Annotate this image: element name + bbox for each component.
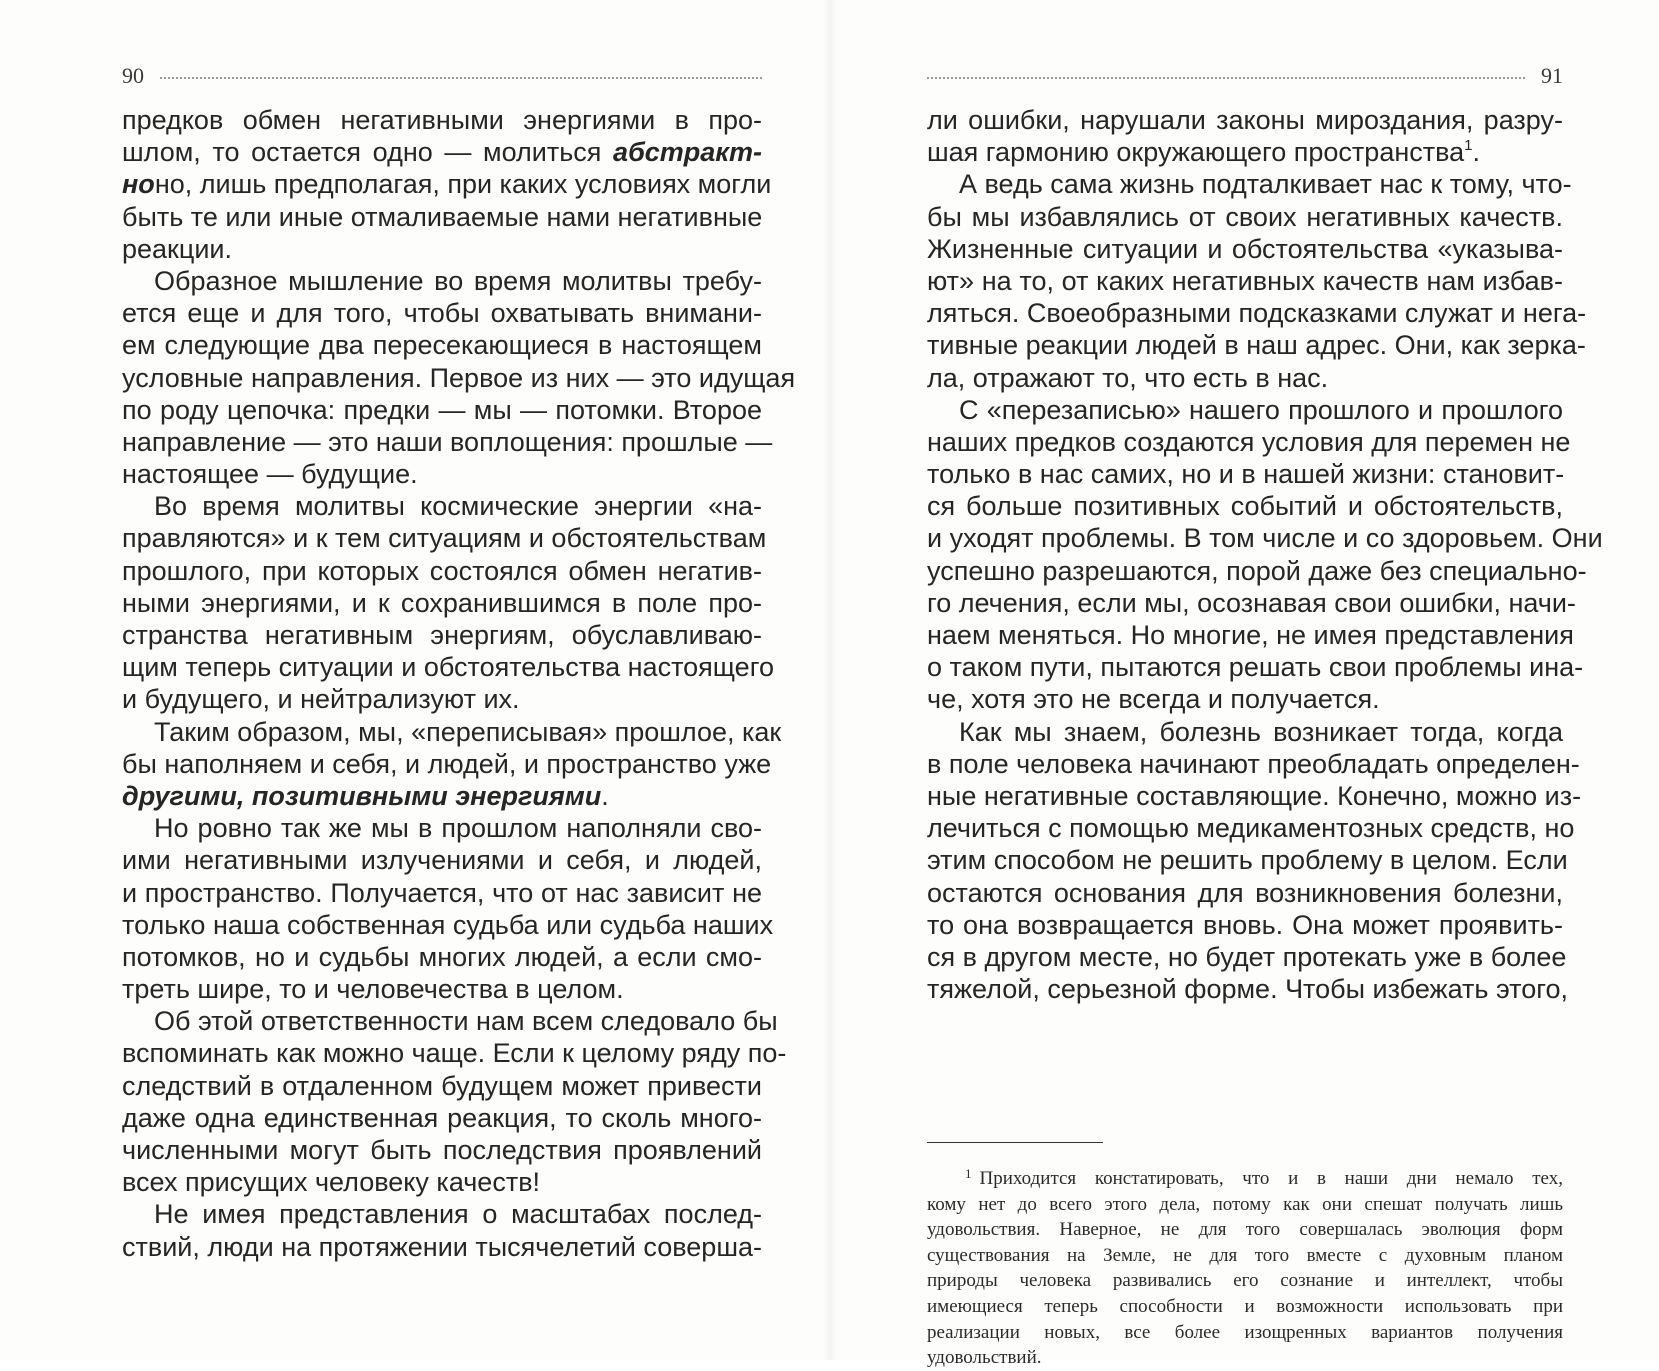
footnote-line: природы человека развивались его сознание и интеллект, чтобы [927,1270,1563,1292]
footnote-text: Приходится констатировать, что и в наши дни немало тех, [979,1168,1563,1189]
text-line: ными энергиями, и к сохранившимся в поле про- [122,587,762,618]
text-line: щим теперь ситуации и обстоятельства настоящего [122,652,774,683]
text-line: ствий, люди на протяжении тысячелетий соверша- [122,1231,762,1262]
footnote-line: реализации новых, все более изощренных вариантов получения [927,1321,1563,1343]
text-line: ся больше позитивных событий и обстоятельств, [927,491,1563,522]
footnote-line: имеющиеся теперь способности и возможности использовать при [927,1295,1563,1317]
text-line: Образное мышление во время молитвы требу- [154,265,762,296]
text-line: всех присущих человеку качеств! [122,1167,541,1198]
text-line: Не имея представления о масштабах послед- [154,1199,762,1230]
text-line: Таким образом, мы, «переписывая» прошлое, как [154,716,782,747]
text-line: наших предков создаются условия для перемен не [927,426,1571,457]
text-line: то она возвращается вновь. Она может проявить- [927,909,1563,940]
text-line: А ведь сама жизнь подталкивает нас к тому, что- [959,169,1572,200]
footnote-reference: 1 [1464,137,1473,155]
text-line: численными могут быть последствия проявлений [122,1135,762,1165]
footnote-rule [927,1142,1103,1143]
right-running-head [927,64,1563,88]
text-line: только наша собственная судьба или судьба наших [122,909,774,940]
text-line: следствий в отдаленном будущем может привести [122,1070,762,1101]
text-line: ся в другом месте, но будет протекать уже в более [927,941,1567,972]
text-line: этим способом не решить проблему в целом. Если [927,845,1568,876]
text-fragment: шая гармонию окружающего пространства [927,137,1465,168]
text-line [122,780,762,812]
text-line: Во время молитвы космические энергии «на- [154,491,762,522]
text-line: че, хотя это не всегда и получается. [927,684,1380,715]
text-line: ные негативные составляющие. Конечно, можно из- [927,780,1582,811]
text-line: го лечения, если мы, осознавая свои ошибки, начи- [927,587,1576,618]
dotted-rule-left [160,77,762,79]
text-line: по роду цепочка: предки — мы — потомки. Второе [122,394,762,425]
text-line: наем меняться. Но многие, не имея представления [927,620,1574,650]
text-line: ляться. Своеобразными подсказками служат и нега- [927,298,1587,329]
footnote-line: удовольствий. [927,1347,1042,1369]
footnote-line: существования на Земле, не для того вместе с духовным планом [927,1244,1563,1266]
emphasis-abstract: абстракт- [613,137,762,168]
right-body-text [927,104,1603,1369]
text-line: и пространство. Получается, что от нас зависит не [122,877,762,908]
text-line: направление — это наши воплощения: прошлые — [122,426,773,457]
left-page [0,0,829,1360]
text-line: шая гармонию окружающего пространства$^1$. [927,137,1481,168]
text-line: настоящее — будущие. [122,459,418,490]
footnote-line: кому нет до всего этого дела, потому как они спешат получать лишь [927,1193,1563,1215]
left-body-text [122,104,796,1263]
text-line: странства негативным энергиям, обуславливаю- [122,620,762,650]
footnote-line: удовольствия. Наверное, не для того совершалась эволюция форм [927,1219,1563,1241]
left-running-head [122,64,762,88]
text-line: остаются основания для возникновения болезни, [927,877,1563,908]
text-line: правляются» и к тем ситуациям и обстоятельствам [122,523,767,554]
text-line: о таком пути, пытаются решать свои проблемы ина- [927,652,1584,683]
text-line: Как мы знаем, болезнь возникает тогда, когда [959,716,1563,747]
text-line: вспоминать как можно чаще. Если к целому ряду по- [122,1038,787,1069]
text-line: предков обмен негативными энергиями в про- [122,105,762,135]
text-fragment: шлом, то остается одно — молиться [122,137,614,168]
text-line: ют» на то, от каких негативных качеств нам избав- [927,265,1563,296]
dotted-rule-right [927,77,1525,79]
page-number-left: 90 [122,63,144,88]
emphasis-positive-energies: другими, позитивными энергиями [122,780,602,811]
text-line: успешно разрешаются, порой даже без специально- [927,555,1587,586]
text-line: Жизненные ситуации и обстоятельства «указыва- [927,233,1563,264]
text-line: бы наполняем и себя, и людей, и пространство уже [122,748,772,779]
footnote-line [927,1166,1563,1192]
text-fragment: . [601,780,609,811]
text-line: потомков, но и судьбы многих людей, а если смо- [122,941,762,972]
text-line: и будущего, и нейтрализуют их. [122,684,520,715]
text-line: и уходят проблемы. В том числе и со здоровьем. Они [927,523,1603,554]
text-line: прошлого, при которых состоялся обмен негатив- [122,555,762,586]
text-line: только в нас самих, но и в нашей жизни: становит- [927,459,1565,490]
text-line: быть те или иные отмаливаемые нами негативные [122,201,763,232]
text-line: ется еще и для того, чтобы охватывать внимани- [122,298,762,329]
right-page [829,0,1659,1369]
text-line: тивные реакции людей в наш адрес. Они, как зерка- [927,330,1586,361]
text-line: условные направления. Первое из них — это идущая [122,362,796,393]
text-line: ла, отражают то, что есть в нас. [927,362,1329,393]
text-fragment: но, лишь предполагая, при каких условиях могли [154,169,772,200]
text-line: реакции. [122,233,232,264]
text-line [122,168,772,200]
text-line: ем следующие два пересекающиеся в настоящем [122,330,762,361]
text-line: бы мы избавлялись от своих негативных качеств. [927,201,1563,232]
text-line: Об этой ответственности нам всем следовало бы [154,1006,778,1037]
emphasis-abstract-end: но [122,169,155,200]
text-line: Но ровно так же мы в прошлом наполняли сво- [154,813,762,844]
text-line: тяжелой, серьезной форме. Чтобы избежать этого, [927,974,1568,1005]
text-line [122,136,762,168]
text-line: лечиться с помощью медикаментозных средств, но [927,813,1575,844]
text-line: ими негативными излучениями и себя, и людей, [122,845,762,876]
text-line: треть шире, то и человечества в целом. [122,974,624,1005]
text-line: С «перезаписью» нашего прошлого и прошлого [959,394,1563,425]
text-line: ли ошибки, нарушали законы мироздания, разру- [927,105,1563,135]
text-line: в поле человека начинают преобладать определен- [927,748,1580,779]
footnote-marker: 1 [965,1166,972,1181]
page-number-right: 91 [1541,63,1563,88]
footnote [927,1166,1563,1371]
text-line: даже одна единственная реакция, то сколь много- [122,1102,762,1133]
